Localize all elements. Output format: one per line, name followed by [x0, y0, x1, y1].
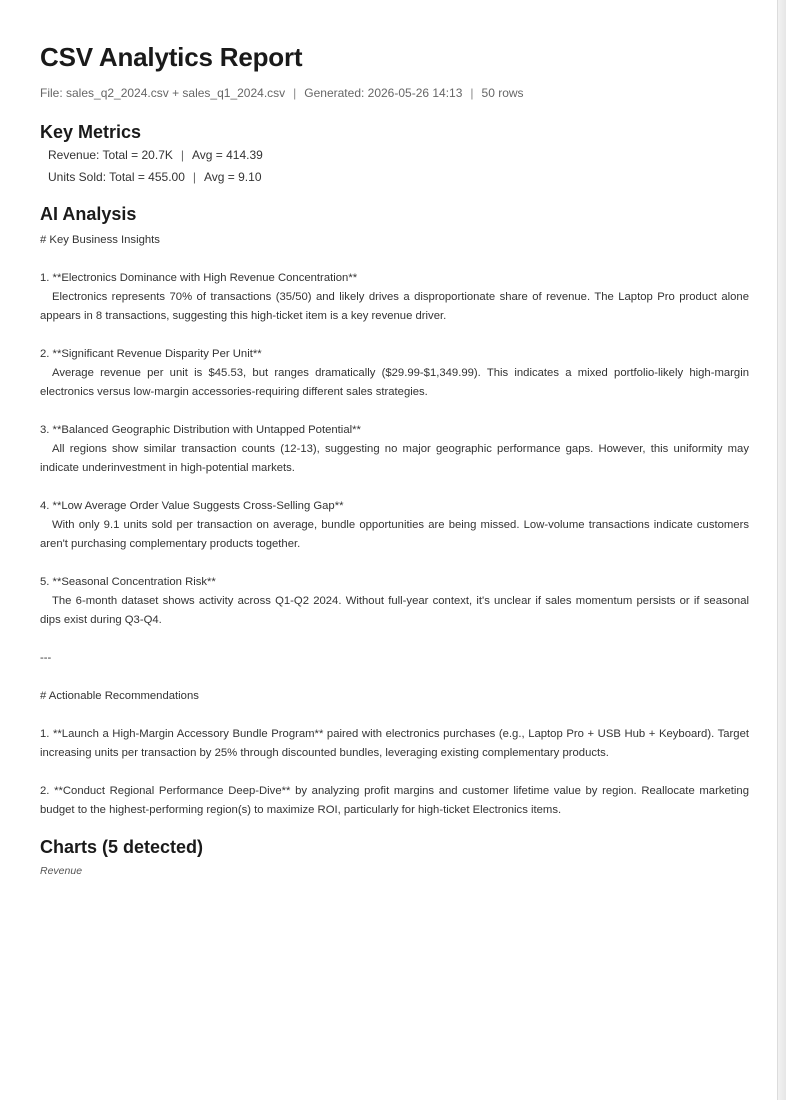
- meta-generated: Generated: 2026-05-26 14:13: [304, 86, 463, 100]
- units-metric: [40, 166, 749, 188]
- section-divider: ---: [40, 652, 52, 664]
- insight-item: [40, 345, 749, 402]
- insight-title: 5. **Seasonal Concentration Risk**: [40, 576, 216, 588]
- insight-item: [40, 497, 749, 554]
- insight-title: 4. **Low Average Order Value Suggests Cross-Selling Gap**: [40, 500, 344, 512]
- insight-body: Average revenue per unit is $45.53, but ranges dramatically ($29.99-$1,349.99). This indicates a mixed portfolio-likely high-margin electronics versus low-margin accessories-requiring different sales strategies.: [40, 367, 749, 398]
- metric-separator: |: [192, 170, 196, 184]
- insight-item: [40, 269, 749, 326]
- insight-title: 1. **Electronics Dominance with High Revenue Concentration**: [40, 272, 358, 284]
- revenue-total: Revenue: Total = 20.7K: [48, 148, 173, 162]
- ai-analysis-heading: AI Analysis: [40, 204, 137, 224]
- key-metrics-section: [40, 120, 749, 188]
- meta-separator: |: [293, 86, 297, 100]
- insight-body: Electronics represents 70% of transactions (35/50) and likely drives a disproportionate share of revenue. The Laptop Pro product alone appears in 8 transactions, suggesting this high-ticket item is a key revenue driver.: [40, 291, 749, 322]
- recommendation-item: 2. **Conduct Regional Performance Deep-Dive** by analyzing profit margins and customer lifetime value by region. Reallocate marketing budget to the highest-performing region(s) to maximize ROI, particularly for high-ticket Electronics items.: [40, 785, 749, 816]
- ai-analysis-section: [40, 202, 749, 820]
- meta-rows: 50 rows: [481, 86, 524, 100]
- units-avg: Avg = 9.10: [204, 170, 262, 184]
- chart-caption: Revenue: [40, 865, 83, 877]
- charts-heading: Charts (5 detected): [40, 837, 204, 857]
- recommendation-item: 1. **Launch a High-Margin Accessory Bundle Program** paired with electronics purchases (e.g., Laptop Pro + USB Hub + Keyboard). Target increasing units per transaction by 25% through discounted bundles, leveraging existing complementary products.: [40, 728, 749, 759]
- meta-separator: |: [470, 86, 474, 100]
- charts-section: [40, 835, 749, 879]
- metric-separator: |: [180, 148, 184, 162]
- insight-item: [40, 421, 749, 478]
- insight-body: With only 9.1 units sold per transaction on average, bundle opportunities are being missed. Low-volume transactions indicate customers aren't purchasing complementary products together.: [40, 519, 749, 550]
- insight-title: 2. **Significant Revenue Disparity Per Unit**: [40, 348, 262, 360]
- report-meta: [40, 85, 749, 101]
- revenue-avg: Avg = 414.39: [192, 148, 263, 162]
- insights-heading: # Key Business Insights: [40, 234, 160, 246]
- report-title: CSV Analytics Report: [40, 42, 303, 72]
- units-total: Units Sold: Total = 455.00: [48, 170, 185, 184]
- meta-file: File: sales_q2_2024.csv + sales_q1_2024.csv: [40, 86, 286, 100]
- insight-body: The 6-month dataset shows activity across Q1-Q2 2024. Without full-year context, it's unclear if sales momentum persists or if seasonal dips exist during Q3-Q4.: [40, 595, 749, 626]
- report-content: [40, 40, 749, 879]
- insight-item: [40, 573, 749, 630]
- page-edge-shadow: [777, 0, 786, 1100]
- revenue-metric: [40, 144, 749, 166]
- insight-body: All regions show similar transaction counts (12-13), suggesting no major geographic performance gaps. However, this uniformity may indicate underinvestment in high-potential markets.: [40, 443, 749, 474]
- insight-title: 3. **Balanced Geographic Distribution with Untapped Potential**: [40, 424, 361, 436]
- recommendations-heading: # Actionable Recommendations: [40, 690, 199, 702]
- key-metrics-heading: Key Metrics: [40, 122, 142, 142]
